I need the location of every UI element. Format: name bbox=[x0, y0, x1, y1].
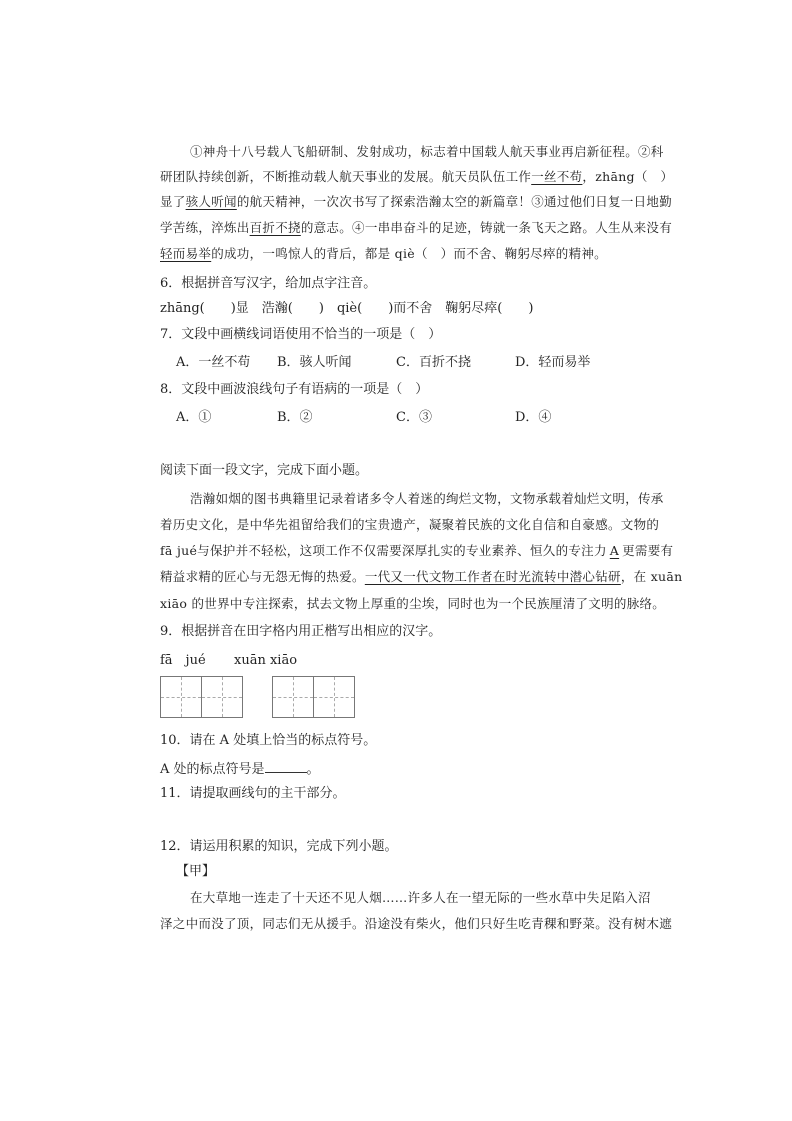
q7-option-a: A．一丝不苟 bbox=[176, 355, 251, 370]
tianzige-cell[interactable] bbox=[313, 676, 355, 718]
question-9-title: 9．根据拼音在田字格内用正楷写出相应的汉字。 bbox=[160, 624, 442, 639]
underlined-term-4: 轻而易举 bbox=[160, 246, 212, 261]
q7-option-c: C．百折不挠 bbox=[396, 355, 471, 370]
question-11-title: 11．请提取画线句的主干部分。 bbox=[160, 786, 346, 801]
section-label-jia: 【甲】 bbox=[176, 864, 216, 879]
q8-option-d: D．④ bbox=[515, 410, 552, 425]
question-8-title: 8．文段中画波浪线句子有语病的一项是（ ） bbox=[160, 382, 429, 397]
q8-option-b: B．② bbox=[277, 410, 313, 425]
q12-passage-line1: 在大草地一连走了十天还不见人烟……许多人在一望无际的一些水草中失足陷入沼 bbox=[190, 890, 651, 905]
tianzige-group-2[interactable] bbox=[272, 676, 354, 718]
underlined-term-2: 骇人听闻 bbox=[185, 194, 237, 209]
answer-blank[interactable] bbox=[265, 758, 307, 773]
question-10-title: 10．请在 A 处填上恰当的标点符号。 bbox=[160, 733, 377, 748]
section2-intro: 阅读下面一段文字，完成下面小题。 bbox=[160, 463, 369, 478]
underlined-sentence: 一代又一代文物工作者在时光流转中潜心钻研 bbox=[364, 569, 621, 584]
passage1-line5: 轻而易举的成功，一鸣惊人的背后，都是 qiè（ ）而不舍、鞠躬尽瘁的精神。 bbox=[160, 246, 607, 261]
underlined-term-3: 百折不挠 bbox=[249, 220, 301, 235]
q12-passage-line2: 泽之中而没了顶，同志们无从援手。沿途没有柴火，他们只好生吃青稞和野菜。没有树木遮 bbox=[160, 916, 673, 931]
tianzige-cell[interactable] bbox=[272, 676, 314, 718]
passage1-line4: 学苦练，淬炼出百折不挠的意志。④一串串奋斗的足迹，铸就一条飞天之路。人生从来没有 bbox=[160, 220, 673, 235]
tianzige-cell[interactable] bbox=[160, 676, 202, 718]
passage2-line1: 浩瀚如烟的图书典籍里记录着诸多令人着迷的绚烂文物，文物承载着灿烂文明，传承 bbox=[190, 491, 664, 506]
q8-option-c: C．③ bbox=[396, 410, 432, 425]
q9-pinyin-1: fā jué bbox=[160, 653, 206, 668]
q10-answer-line: A 处的标点符号是 。 bbox=[160, 758, 320, 780]
tianzige-group-1[interactable] bbox=[160, 676, 242, 718]
blank-a: A bbox=[609, 543, 620, 558]
question-6-answer-line: zhāng( )显 浩瀚( ) qiè( )而不舍 鞠躬尽瘁( ) bbox=[160, 301, 534, 316]
passage1-line2: 研团队持续创新，不断推动载人航天事业的发展。航天员队伍工作一丝不苟，zhāng（ ） bbox=[160, 169, 674, 184]
question-7-title: 7．文段中画横线词语使用不恰当的一项是（ ） bbox=[160, 327, 442, 342]
question-12-title: 12．请运用积累的知识，完成下列小题。 bbox=[160, 839, 398, 854]
q7-option-b: B．骇人听闻 bbox=[277, 355, 352, 370]
question-6-title: 6．根据拼音写汉字，给加点字注音。 bbox=[160, 276, 377, 291]
passage2-line3: fā jué与保护并不轻松，这项工作不仅需要深厚扎实的专业素养、恒久的专注力 A 更需要有 bbox=[160, 543, 674, 558]
underlined-term-1: 一丝不苟 bbox=[531, 169, 583, 184]
q8-option-a: A．① bbox=[176, 410, 212, 425]
passage2-line4: 精益求精的匠心与无怨无悔的热爱。一代又一代文物工作者在时光流转中潜心钻研，在 xuān bbox=[160, 569, 683, 584]
tianzige-cell[interactable] bbox=[201, 676, 243, 718]
passage2-line5: xiāo 的世界中专注探索，拭去文物上厚重的尘埃，同时也为一个民族厘清了文明的脉络。 bbox=[160, 596, 666, 611]
passage2-line2: 着历史文化，是中华先祖留给我们的宝贵遗产，凝聚着民族的文化自信和自豪感。文物的 bbox=[160, 517, 660, 532]
passage1-line3: 显了骇人听闻的航天精神，一次次书写了探索浩瀚太空的新篇章！③通过他们日复一日地勤 bbox=[160, 194, 673, 209]
q7-option-d: D．轻而易举 bbox=[515, 355, 591, 370]
q9-pinyin-2: xuān xiāo bbox=[234, 653, 298, 668]
passage1-line1: ①神舟十八号载人飞船研制、发射成功，标志着中国载人航天事业再启新征程。②科 bbox=[190, 144, 664, 159]
